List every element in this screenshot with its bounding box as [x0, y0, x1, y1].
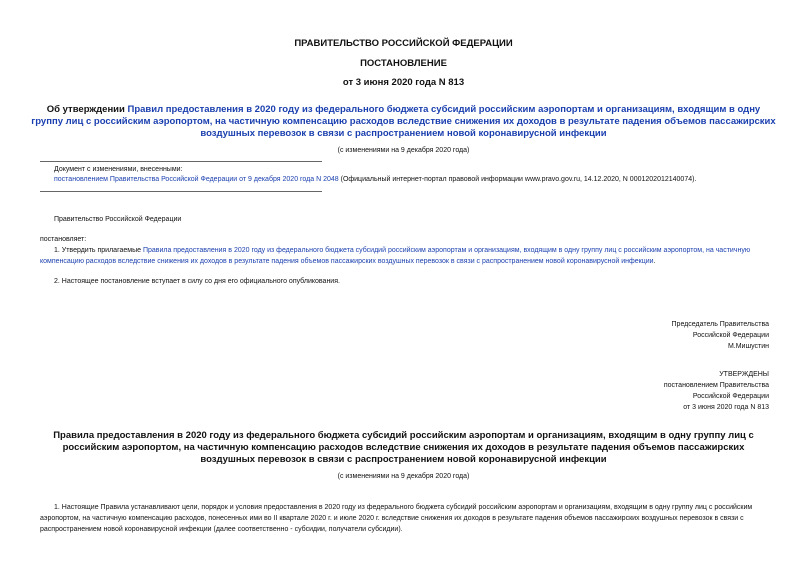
approved-date: от 3 июня 2020 года N 813 — [683, 404, 769, 411]
item-2: 2. Настоящее постановление вступает в силу со дня его официального опубликования. — [54, 278, 340, 285]
rules-amend-note: (с изменениями на 9 декабря 2020 года) — [337, 473, 470, 480]
signature-position: Председатель Правительства — [671, 321, 769, 328]
decides-word: постановляет: — [40, 236, 87, 243]
signature-name: М.Мишустин — [727, 343, 769, 350]
approved-by: постановлением Правительства — [663, 382, 769, 389]
item-1 — [40, 245, 770, 267]
item-1-prefix: 1. Утвердить прилагаемые — [54, 247, 143, 254]
approved-country: Российской Федерации — [692, 393, 769, 400]
amend-note: (с изменениями на 9 декабря 2020 года) — [337, 147, 470, 154]
changes-entry — [54, 175, 774, 185]
doc-type-heading: ПОСТАНОВЛЕНИЕ — [360, 58, 447, 69]
rules-item-1: 1. Настоящие Правила устанавливают цели, порядок и условия предоставления в 2020 году из федерального бюджета субсидий российским аэропортам и организациям, входящим в одну группу лиц с российским аэропортом, на частичную компенсацию расходов, понесенных ими во II квартале 2020 г. и июле 2020 г. вследствие снижения их доходов в результате падения объемов пассажирских воздушных перевозок в связи с распространением новой коронавирусной инфекции (далее соответственно - субсидии, получатели субсидии). — [40, 504, 753, 533]
approved-block — [549, 369, 769, 413]
title-rules-link[interactable]: Правил предоставления в 2020 году из федерального бюджета субсидий российским аэропортам и организациям, входящим в одну группу лиц с российским аэропортом, на частичную компенсацию расходов вследствие снижения их доходов в результате падения объемов пассажирских воздушных перевозок в связи с распространением новой коронавирусной инфекции — [31, 104, 776, 139]
item-1-suffix: . — [653, 258, 656, 265]
document-title — [30, 104, 777, 140]
item-1-rules-link[interactable]: Правила предоставления в 2020 году из федерального бюджета субсидий российским аэропортам и организациям, входящим в одну группу лиц с российским аэропортом, на частичную компенсацию расходов вследствие снижения их доходов в результате падения объемов пассажирских воздушных перевозок в связи с распространением новой коронавирусной инфекции — [40, 247, 751, 265]
changes-label: Документ с изменениями, внесенными: — [54, 166, 183, 173]
rules-title: Правила предоставления в 2020 году из федерального бюджета субсидий российским аэропортам и организациям, входящим в одну группу лиц с российским аэропортом, на частичную компенсацию расходов вследствие снижения их доходов в результате падения объемов пассажирских воздушных перевозок в связи с распространением новой коронавирусной инфекции — [53, 430, 754, 465]
amendment-source: (Официальный интернет-портал правовой информации www.pravo.gov.ru, 14.12.2020, N 0001202012140074). — [338, 176, 697, 183]
title-prefix: Об утверждении — [46, 104, 128, 115]
signature-block — [549, 319, 769, 352]
approved-title: УТВЕРЖДЕНЫ — [719, 371, 769, 378]
divider-top — [40, 161, 322, 162]
doc-date-number: от 3 июня 2020 года N 813 — [342, 77, 465, 88]
government-heading: ПРАВИТЕЛЬСТВО РОССИЙСКОЙ ФЕДЕРАЦИИ — [294, 38, 513, 49]
amendment-link[interactable]: постановлением Правительства Российской Федерации от 9 декабря 2020 года N 2048 — [54, 176, 339, 183]
issuer: Правительство Российской Федерации — [54, 216, 182, 223]
signature-country: Российской Федерации — [692, 332, 769, 339]
divider-bottom — [40, 191, 322, 192]
